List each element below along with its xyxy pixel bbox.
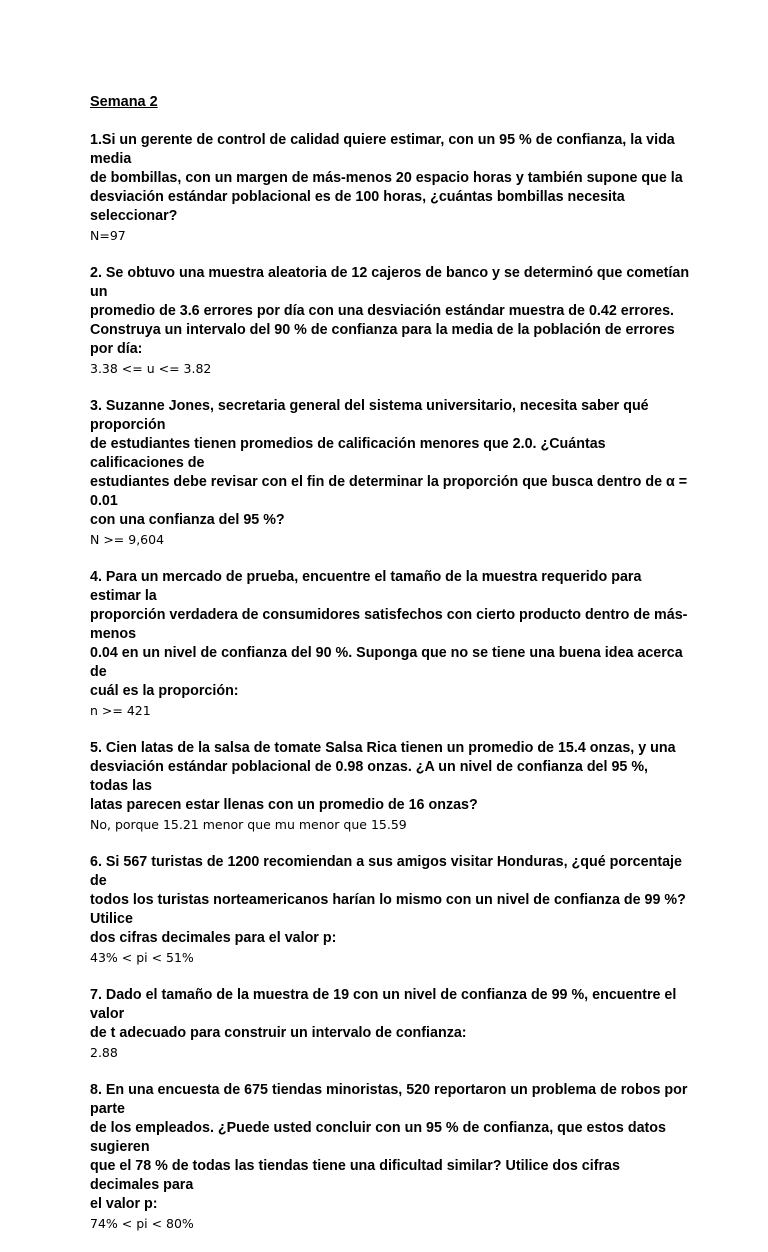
question-text: 7. Dado el tamaño de la muestra de 19 con un nivel de confianza de 99 %, encuentre el valor de t adecuado para construir un intervalo de confianza: bbox=[90, 987, 677, 1041]
answer-text: 43% < pi < 51% bbox=[90, 950, 194, 965]
question-text: 4. Para un mercado de prueba, encuentre el tamaño de la muestra requerido para estimar la proporción verdadera de consumidores satisfechos con cierto producto dentro de más-menos 0.04 en un nivel de confianza del 90 %. Suponga que no se tiene una buena idea acerca de cuál es la proporción: bbox=[90, 569, 688, 699]
question-text: 3. Suzanne Jones, secretaria general del sistema universitario, necesita saber qué proporción de estudiantes tienen promedios de calificación menores que 2.0. ¿Cuántas calificaciones de estudiantes debe revisar con el fin de determinar la proporción que busca dentro de α = 0.01 con una confianza del 95 %? bbox=[90, 398, 688, 528]
question-text: 6. Si 567 turistas de 1200 recomiendan a sus amigos visitar Honduras, ¿qué porcentaje de todos los turistas norteamericanos harían lo mismo con un nivel de confianza de 99 %? Utilice dos cifras decimales para el valor p: bbox=[90, 854, 686, 946]
document-title: Semana 2 bbox=[90, 94, 158, 110]
question-text: 5. Cien latas de la salsa de tomate Salsa Rica tienen un promedio de 15.4 onzas, y una desviación estándar poblacional de 0.98 onzas. ¿A un nivel de confianza del 95 %, todas las latas parecen estar llenas con un promedio de 16 onzas? bbox=[90, 740, 676, 813]
question-item-1 bbox=[90, 131, 690, 245]
answer-text: 74% < pi < 80% bbox=[90, 1216, 194, 1231]
question-item-7 bbox=[90, 986, 690, 1062]
answer-text: 2.88 bbox=[90, 1045, 118, 1060]
question-text: 2. Se obtuvo una muestra aleatoria de 12 cajeros de banco y se determinó que cometían un promedio de 3.6 errores por día con una desviación estándar muestra de 0.42 errores. Construya un intervalo del 90 % de confianza para la media de la población de errores por día: bbox=[90, 265, 690, 357]
question-item-5 bbox=[90, 739, 690, 834]
answer-text: No, porque 15.21 menor que mu menor que 15.59 bbox=[90, 817, 407, 832]
question-item-4 bbox=[90, 568, 690, 720]
answer-text: N >= 9,604 bbox=[90, 532, 165, 547]
question-item-8 bbox=[90, 1081, 690, 1233]
question-item-6 bbox=[90, 853, 690, 967]
answer-text: n >= 421 bbox=[90, 703, 151, 718]
question-text: 1.Si un gerente de control de calidad quiere estimar, con un 95 % de confianza, la vida media de bombillas, con un margen de más-menos 20 espacio horas y también supone que la desviación estándar poblacional es de 100 horas, ¿cuántas bombillas necesita seleccionar? bbox=[90, 132, 683, 224]
question-item-2 bbox=[90, 264, 690, 378]
question-text: 8. En una encuesta de 675 tiendas minoristas, 520 reportaron un problema de robos por parte de los empleados. ¿Puede usted concluir con un 95 % de confianza, que estos datos sugieren que el 78 % de todas las tiendas tiene una dificultad similar? Utilice dos cifras decimales para el valor p: bbox=[90, 1082, 688, 1212]
question-item-3 bbox=[90, 397, 690, 549]
document-page bbox=[90, 93, 690, 1252]
answer-text: 3.38 <= u <= 3.82 bbox=[90, 361, 212, 376]
answer-text: N=97 bbox=[90, 228, 126, 243]
